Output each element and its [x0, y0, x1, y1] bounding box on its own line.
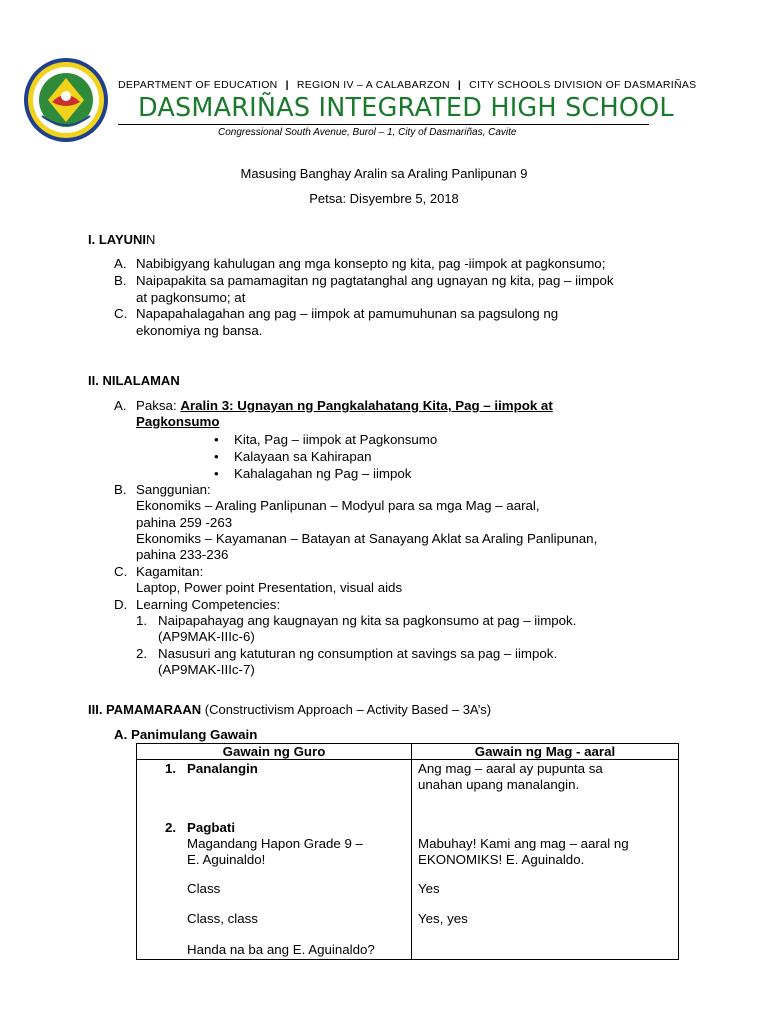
bullet-marker: •: [214, 466, 219, 481]
topic-item: Kalayaan sa Kahirapan: [234, 449, 372, 464]
step-label: Pagbati: [187, 820, 236, 835]
school-name: DASMARIÑAS INTEGRATED HIGH SCHOOL: [138, 93, 674, 123]
school-seal-logo: [22, 56, 110, 144]
paksa-label: Paksa:: [136, 398, 181, 413]
student-line: Yes: [418, 881, 440, 896]
region-label: REGION IV – A CALABARZON: [296, 79, 450, 91]
reference-text: Ekonomiks – Araling Panlipunan – Modyul para sa mga Mag – aaral,: [136, 498, 540, 513]
list-marker: C.: [114, 564, 128, 579]
list-marker: C.: [114, 306, 128, 321]
teacher-line: Handa na ba ang E. Aguinaldo?: [187, 942, 375, 957]
reference-text: Ekonomiks – Kayamanan – Batayan at Sanayang Aklat sa Araling Panlipunan,: [136, 531, 598, 546]
list-marker: A.: [114, 398, 127, 413]
table-header-mag-aaral: Gawain ng Mag - aaral: [412, 744, 679, 760]
separator: |: [457, 79, 462, 91]
competency-number: 2.: [136, 646, 148, 661]
objective-text: Napapahalagahan ang pag – iimpok at pamumuhunan sa pagsulong ng: [136, 306, 559, 321]
competency-text: Nasusuri ang katuturan ng consumption at savings sa pag – iimpok.: [158, 646, 558, 661]
competency-code: (AP9MAK-IIIc-6): [158, 629, 255, 644]
competency-number: 1.: [136, 613, 148, 628]
student-line: EKONOMIKS! E. Aguinaldo.: [418, 852, 585, 867]
heading-main: I. LAYUNI: [88, 232, 147, 247]
student-line: Ang mag – aaral ay pupunta sa: [418, 761, 603, 776]
heading-main: III. PAMAMARAAN: [88, 702, 202, 717]
table-row: [137, 760, 679, 960]
bullet-marker: •: [214, 449, 219, 464]
document-title: Masusing Banghay Aralin sa Araling Panlipunan 9: [240, 166, 528, 181]
step-label: Panalangin: [187, 761, 258, 776]
section-layunin-heading: [88, 232, 155, 247]
student-line: Mabuhay! Kami ang mag – aaral ng: [418, 836, 629, 851]
teacher-line: Class: [187, 881, 221, 896]
objective-text: ekonomiya ng bansa.: [136, 323, 263, 338]
division-label: CITY SCHOOLS DIVISION OF DASMARIÑAS: [469, 79, 697, 91]
list-marker: A.: [114, 256, 127, 271]
list-marker: B.: [114, 273, 127, 288]
document-date: Petsa: Disyembre 5, 2018: [309, 191, 459, 206]
teacher-line: Magandang Hapon Grade 9 –: [187, 836, 363, 851]
separator: |: [285, 79, 289, 91]
paksa-line: [136, 397, 553, 414]
header-department-line: [118, 79, 697, 91]
list-marker: D.: [114, 597, 128, 612]
list-marker: B.: [114, 482, 127, 497]
bullet-marker: •: [214, 432, 219, 447]
objective-text: Naipapakita sa pamamagitan ng pagtatanghal ang ugnayan ng kita, pag – iimpok: [136, 273, 614, 288]
step-number: 1.: [165, 761, 177, 776]
reference-text: Sanggunian:: [136, 482, 211, 497]
competencies-label: Learning Competencies:: [136, 597, 281, 612]
materials-text: Laptop, Power point Presentation, visual aids: [136, 580, 403, 595]
competency-text: Naipapahayag ang kaugnayan ng kita sa pagkonsumo at pag – iimpok.: [158, 613, 577, 628]
lesson-title: Pagkonsumo: [136, 414, 220, 429]
dept-label: DEPARTMENT OF EDUCATION: [118, 79, 278, 91]
mag-aaral-cell: [412, 760, 679, 960]
school-address: Congressional South Avenue, Burol – 1, City of Dasmariñas, Cavite: [218, 127, 517, 138]
student-line: Yes, yes: [418, 911, 468, 926]
student-line: unahan upang manalangin.: [418, 777, 580, 792]
teacher-line: Class, class: [187, 911, 258, 926]
heading-tail: N: [146, 232, 156, 247]
topic-item: Kahalagahan ng Pag – iimpok: [234, 466, 412, 481]
panimulang-gawain-heading: A. Panimulang Gawain: [114, 727, 258, 742]
objective-text: at pagkonsumo; at: [136, 290, 246, 305]
lesson-activity-table: [136, 743, 679, 960]
header-divider: [118, 124, 649, 125]
reference-text: pahina 233-236: [136, 547, 229, 562]
materials-text: Kagamitan:: [136, 564, 204, 579]
lesson-title: Aralin 3: Ugnayan ng Pangkalahatang Kita, Pag – iimpok at: [180, 398, 553, 413]
reference-text: pahina 259 -263: [136, 515, 233, 530]
section-pamamaraan-heading: [88, 702, 491, 717]
topic-item: Kita, Pag – iimpok at Pagkonsumo: [234, 432, 438, 447]
step-number: 2.: [165, 820, 177, 835]
competency-code: (AP9MAK-IIIc-7): [158, 662, 255, 677]
guro-cell: [137, 760, 412, 960]
section-nilalaman-heading: II. NILALAMAN: [88, 373, 180, 388]
teacher-line: E. Aguinaldo!: [187, 852, 266, 867]
approach-text: (Constructivism Approach – Activity Based – 3A’s): [201, 702, 492, 717]
objective-text: Nabibigyang kahulugan ang mga konsepto ng kita, pag -iimpok at pagkonsumo;: [136, 256, 606, 271]
table-header-guro: Gawain ng Guro: [137, 744, 412, 760]
